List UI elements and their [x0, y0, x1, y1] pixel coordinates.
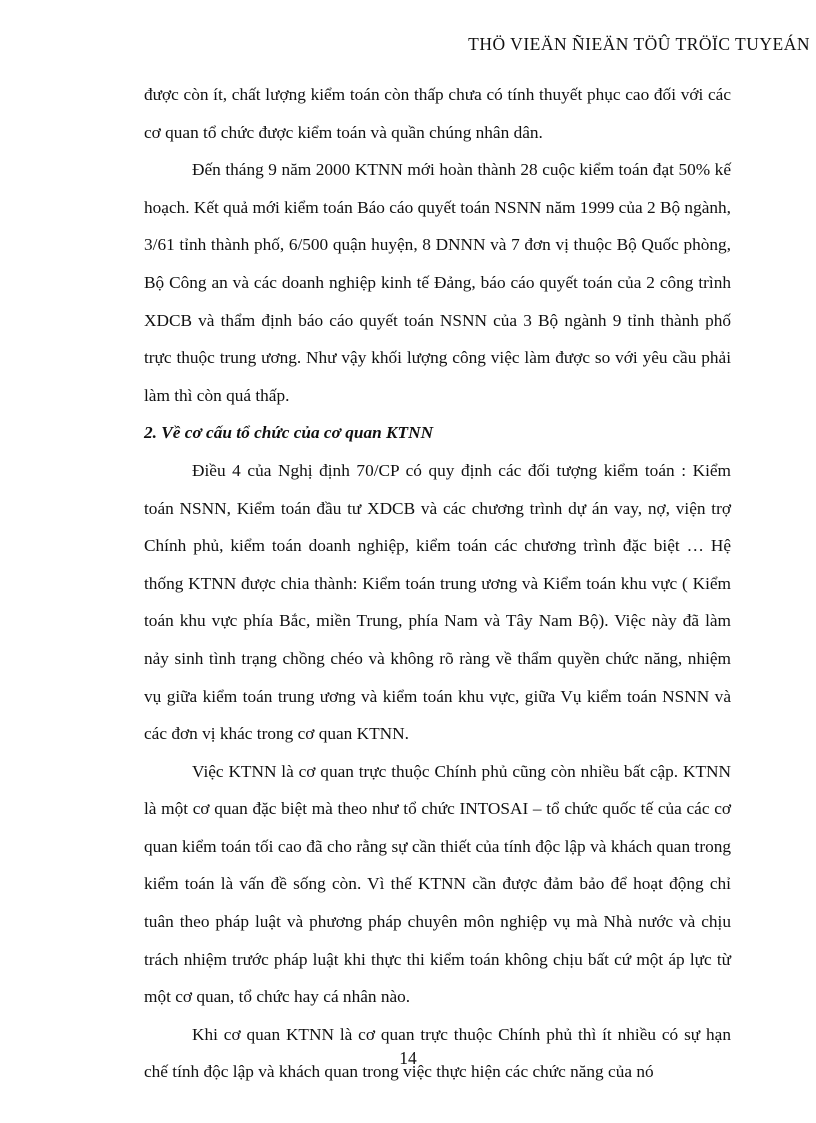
paragraph-continuation: được còn ít, chất lượng kiểm toán còn thấp chưa có tính thuyết phục cao đối với các cơ quan tổ chức được kiểm toán và quần chúng nhân dân. — [144, 85, 731, 142]
paragraph: Đến tháng 9 năm 2000 KTNN mới hoàn thành 28 cuộc kiểm toán đạt 50% kế hoạch. Kết quả mới kiểm toán Báo cáo quyết toán NSNN năm 1999 của 2 Bộ ngành, 3/61 tỉnh thành phố, 6/500 quận huyện, 8 DNNN và 7 đơn vị thuộc Bộ Quốc phòng, Bộ Công an và các doanh nghiệp kinh tế Đảng, báo cáo quyết toán của 2 công trình XDCB và thẩm định báo cáo quyết toán NSNN của 3 Bộ ngành 9 tỉnh thành phố trực thuộc trung ương. Như vậy khối lượng công việc làm được so với yêu cầu phải làm thì còn quá thấp. — [144, 160, 731, 405]
page-body — [144, 76, 731, 1091]
paragraph: Điều 4 của Nghị định 70/CP có quy định các đối tượng kiểm toán : Kiểm toán NSNN, Kiểm toán đầu tư XDCB và các chương trình dự án vay, nợ, viện trợ Chính phủ, kiểm toán doanh nghiệp, kiểm toán các chương trình đặc biệt … Hệ thống KTNN được chia thành: Kiểm toán trung ương và Kiểm toán khu vực ( Kiểm toán khu vực phía Bắc, miền Trung, phía Nam và Tây Nam Bộ). Việc này đã làm nảy sinh tình trạng chồng chéo và không rõ ràng về thẩm quyền chức năng, nhiệm vụ giữa kiểm toán trung ương và kiểm toán khu vực, giữa Vụ kiểm toán NSNN và các đơn vị khác trong cơ quan KTNN. — [144, 460, 731, 744]
paragraph: Khi cơ quan KTNN là cơ quan trực thuộc Chính phủ thì ít nhiều có sự hạn chế tính độc lập và khách quan trong việc thực hiện các chức năng của nó — [144, 1024, 731, 1082]
section-heading: 2. Về cơ cấu tổ chức của cơ quan KTNN — [144, 423, 434, 443]
page-number: 14 — [399, 1048, 417, 1068]
running-header: THÖ VIEÄN ÑIEÄN TÖÛ TRÖÏC TUYEÁN — [468, 34, 810, 54]
paragraph: Việc KTNN là cơ quan trực thuộc Chính phủ cũng còn nhiều bất cập. KTNN là một cơ quan đặc biệt mà theo như tổ chức INTOSAI – tổ chức quốc tế của các cơ quan kiểm toán tối cao đã cho rằng sự cần thiết của tính độc lập và khách quan trong kiểm toán là vấn đề sống còn. Vì thế KTNN cần được đảm bảo để hoạt động chỉ tuân theo pháp luật và phương pháp chuyên môn nghiệp vụ mà Nhà nước và chịu trách nhiệm trước pháp luật khi thực thi kiểm toán không chịu bất cứ một áp lực từ một cơ quan, tổ chức hay cá nhân nào. — [144, 761, 731, 1007]
